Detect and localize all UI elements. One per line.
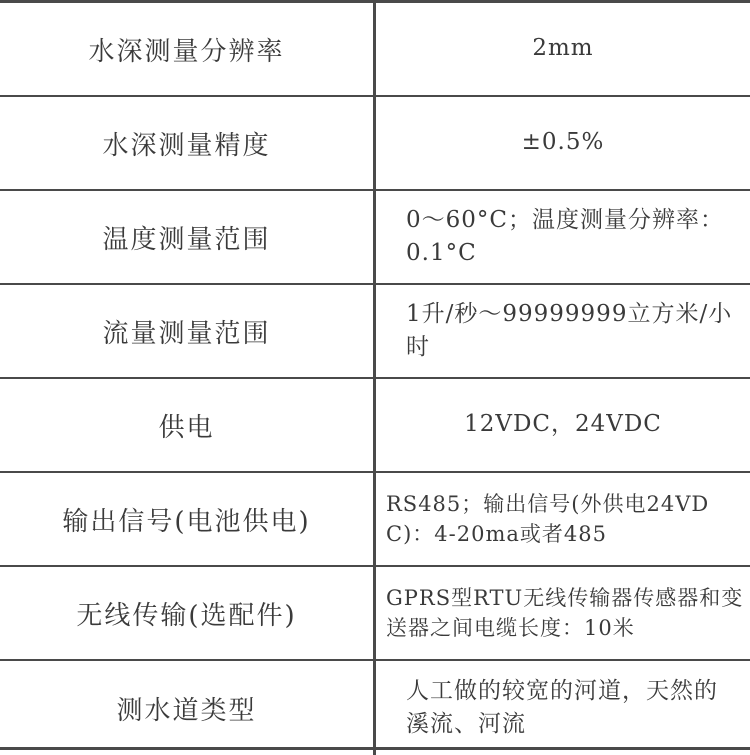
value-text: 人工做的较宽的河道，天然的溪流、河流 <box>406 677 718 737</box>
value-text: 12VDC，24VDC <box>464 411 662 438</box>
value-text: 2mm <box>532 35 594 62</box>
row-value <box>376 97 750 191</box>
row-value <box>376 379 750 473</box>
row-label: 水深测量分辨率 <box>0 3 376 97</box>
value-text: RS485；输出信号(外供电24VDC)：4-20ma或者485 <box>386 491 710 546</box>
row-label: 供电 <box>0 379 376 473</box>
row-value <box>376 3 750 97</box>
value-text: ±0.5% <box>521 129 605 156</box>
row-label: 流量测量范围 <box>0 285 376 379</box>
row-value <box>376 661 750 755</box>
row-value <box>376 567 750 661</box>
row-value <box>376 473 750 567</box>
row-label: 输出信号(电池供电) <box>0 473 376 567</box>
row-label: 水深测量精度 <box>0 97 376 191</box>
value-text: 0～60°C；温度测量分辨率：0.1°C <box>406 206 724 266</box>
value-text: 1升/秒～99999999立方米/小时 <box>406 300 733 360</box>
row-value <box>376 191 750 285</box>
row-label: 测水道类型 <box>0 661 376 755</box>
row-label: 温度测量范围 <box>0 191 376 285</box>
row-value <box>376 285 750 379</box>
row-label: 无线传输(选配件) <box>0 567 376 661</box>
value-text: GPRS型RTU无线传输器传感器和变送器之间电缆长度：10米 <box>386 585 744 640</box>
